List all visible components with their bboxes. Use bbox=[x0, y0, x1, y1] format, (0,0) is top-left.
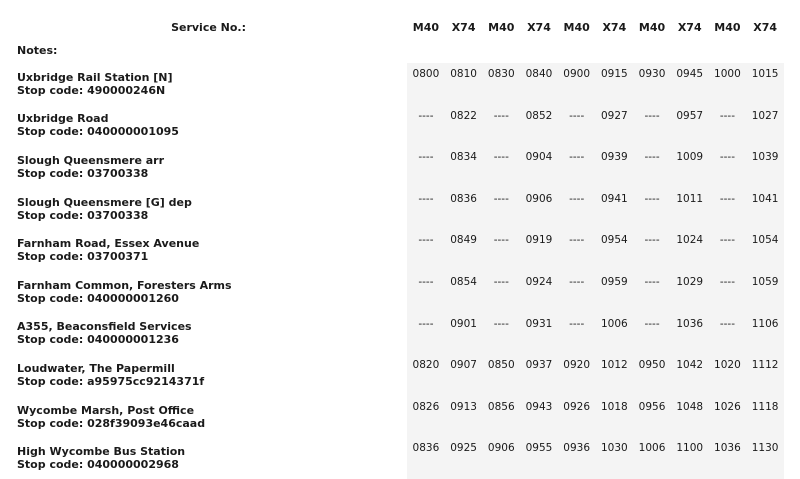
departure-time: 0849 bbox=[445, 229, 483, 271]
stop-code: Stop code: 03700338 bbox=[17, 166, 149, 180]
departure-time: 0900 bbox=[558, 63, 596, 105]
stop-code: Stop code: 490000246N bbox=[17, 83, 166, 97]
stop-code: Stop code: 040000001236 bbox=[17, 333, 179, 347]
stop-name: Loudwater, The Papermill bbox=[17, 361, 175, 375]
departure-time: 0945 bbox=[671, 63, 709, 105]
stop-row bbox=[10, 188, 784, 230]
departure-time: 0956 bbox=[633, 396, 671, 438]
departure-time: ---- bbox=[482, 105, 520, 147]
departure-time: 1000 bbox=[709, 63, 747, 105]
service-number: X74 bbox=[527, 20, 551, 34]
departure-time: 0906 bbox=[482, 437, 520, 479]
departure-time: 0915 bbox=[596, 63, 634, 105]
departure-time: 1030 bbox=[596, 437, 634, 479]
departure-time: 0941 bbox=[596, 188, 634, 230]
departure-time: ---- bbox=[558, 313, 596, 355]
departure-time: 0926 bbox=[558, 396, 596, 438]
stop-code: Stop code: 03700338 bbox=[17, 208, 149, 222]
departure-time: ---- bbox=[633, 313, 671, 355]
stop-label bbox=[10, 354, 407, 396]
departure-time: 1039 bbox=[746, 146, 784, 188]
departure-time: 0939 bbox=[596, 146, 634, 188]
departure-time: 0959 bbox=[596, 271, 634, 313]
departure-time: ---- bbox=[633, 105, 671, 147]
stop-label bbox=[10, 229, 407, 271]
stop-row bbox=[10, 437, 784, 479]
stop-label bbox=[10, 271, 407, 313]
stop-row bbox=[10, 313, 784, 355]
departure-time: ---- bbox=[407, 313, 445, 355]
stop-label bbox=[10, 437, 407, 479]
departure-time: ---- bbox=[482, 271, 520, 313]
departure-time: ---- bbox=[482, 146, 520, 188]
departure-time: 0937 bbox=[520, 354, 558, 396]
stop-name: Slough Queensmere arr bbox=[17, 153, 165, 167]
service-number: X74 bbox=[677, 20, 702, 34]
departure-time: 0836 bbox=[407, 437, 445, 479]
departure-time: 0836 bbox=[445, 188, 483, 230]
stop-code: Stop code: 040000001095 bbox=[17, 125, 179, 139]
departure-time: 1029 bbox=[671, 271, 709, 313]
service-number: X74 bbox=[451, 20, 476, 34]
departure-time: ---- bbox=[407, 146, 445, 188]
departure-time: 1024 bbox=[671, 229, 709, 271]
stop-name: A355, Beaconsfield Services bbox=[17, 320, 192, 334]
departure-time: ---- bbox=[407, 271, 445, 313]
stop-name: Farnham Common, Foresters Arms bbox=[17, 278, 232, 292]
departure-time: 0955 bbox=[520, 437, 558, 479]
departure-time: 0822 bbox=[445, 105, 483, 147]
stop-row bbox=[10, 146, 784, 188]
stop-name: High Wycombe Bus Station bbox=[17, 445, 186, 459]
stop-label bbox=[10, 63, 407, 105]
departure-time: ---- bbox=[558, 105, 596, 147]
departure-time: 1059 bbox=[746, 271, 784, 313]
service-number-label: Service No.: bbox=[171, 20, 246, 34]
departure-time: 0854 bbox=[445, 271, 483, 313]
departure-time: 1020 bbox=[709, 354, 747, 396]
service-number: X74 bbox=[602, 20, 627, 34]
departure-time: 0919 bbox=[520, 229, 558, 271]
departure-time: ---- bbox=[558, 188, 596, 230]
departure-time: 1054 bbox=[746, 229, 784, 271]
departure-time: 1006 bbox=[633, 437, 671, 479]
notes-row bbox=[10, 44, 784, 63]
departure-time: 1015 bbox=[746, 63, 784, 105]
departure-time: ---- bbox=[482, 229, 520, 271]
departure-time: 0904 bbox=[520, 146, 558, 188]
departure-time: 0840 bbox=[520, 63, 558, 105]
stop-code: Stop code: 03700371 bbox=[17, 250, 149, 264]
service-number: X74 bbox=[753, 20, 778, 34]
departure-time: 1026 bbox=[709, 396, 747, 438]
stop-row bbox=[10, 229, 784, 271]
departure-time: ---- bbox=[709, 146, 747, 188]
stop-row bbox=[10, 63, 784, 105]
stop-name: Slough Queensmere [G] dep bbox=[17, 195, 192, 209]
departure-time: 1106 bbox=[746, 313, 784, 355]
departure-time: 0820 bbox=[407, 354, 445, 396]
departure-time: ---- bbox=[709, 313, 747, 355]
departure-time: 0920 bbox=[558, 354, 596, 396]
departure-time: 1048 bbox=[671, 396, 709, 438]
departure-time: 1018 bbox=[596, 396, 634, 438]
stop-label bbox=[10, 188, 407, 230]
departure-time: ---- bbox=[558, 229, 596, 271]
stop-label bbox=[10, 396, 407, 438]
departure-time: ---- bbox=[709, 271, 747, 313]
departure-time: 0852 bbox=[520, 105, 558, 147]
service-number: M40 bbox=[638, 20, 666, 34]
departure-time: ---- bbox=[709, 229, 747, 271]
stop-row bbox=[10, 105, 784, 147]
departure-time: ---- bbox=[709, 105, 747, 147]
stop-label bbox=[10, 146, 407, 188]
departure-time: ---- bbox=[709, 188, 747, 230]
service-number: M40 bbox=[563, 20, 590, 34]
service-header-row bbox=[10, 10, 784, 44]
departure-time: 1006 bbox=[596, 313, 634, 355]
departure-time: 0924 bbox=[520, 271, 558, 313]
departure-time: 0950 bbox=[633, 354, 671, 396]
timetable bbox=[10, 10, 784, 479]
stop-code: Stop code: a95975cc9214371f bbox=[17, 374, 205, 388]
stop-label bbox=[10, 105, 407, 147]
departure-time: 0901 bbox=[445, 313, 483, 355]
departure-time: 0810 bbox=[445, 63, 483, 105]
departure-time: 0856 bbox=[482, 396, 520, 438]
departure-time: 0850 bbox=[482, 354, 520, 396]
stop-row bbox=[10, 396, 784, 438]
departure-time: 1130 bbox=[746, 437, 784, 479]
stop-name: Farnham Road, Essex Avenue bbox=[17, 237, 200, 251]
departure-time: 1027 bbox=[746, 105, 784, 147]
departure-time: 1036 bbox=[671, 313, 709, 355]
departure-time: ---- bbox=[407, 188, 445, 230]
departure-time: 1009 bbox=[671, 146, 709, 188]
departure-time: ---- bbox=[633, 229, 671, 271]
stop-code: Stop code: 040000001260 bbox=[17, 291, 179, 305]
departure-time: 1011 bbox=[671, 188, 709, 230]
stop-name: Uxbridge Road bbox=[17, 112, 109, 126]
departure-time: ---- bbox=[633, 271, 671, 313]
departure-time: 1042 bbox=[671, 354, 709, 396]
stop-label bbox=[10, 313, 407, 355]
departure-time: ---- bbox=[407, 105, 445, 147]
departure-time: 0957 bbox=[671, 105, 709, 147]
departure-time: 1118 bbox=[746, 396, 784, 438]
departure-time: 0907 bbox=[445, 354, 483, 396]
departure-time: 0925 bbox=[445, 437, 483, 479]
departure-time: 0927 bbox=[596, 105, 634, 147]
departure-time: ---- bbox=[633, 146, 671, 188]
departure-time: 0913 bbox=[445, 396, 483, 438]
departure-time: 1100 bbox=[671, 437, 709, 479]
departure-time: 1041 bbox=[746, 188, 784, 230]
departure-time: ---- bbox=[558, 271, 596, 313]
departure-time: 0834 bbox=[445, 146, 483, 188]
stop-name: Uxbridge Rail Station [N] bbox=[17, 70, 173, 84]
departure-time: 0800 bbox=[407, 63, 445, 105]
stop-code: Stop code: 040000002968 bbox=[17, 458, 179, 472]
departure-time: ---- bbox=[558, 146, 596, 188]
stop-row bbox=[10, 354, 784, 396]
departure-time: 1036 bbox=[709, 437, 747, 479]
departure-time: 1012 bbox=[596, 354, 634, 396]
service-number: M40 bbox=[714, 20, 741, 34]
departure-time: ---- bbox=[633, 188, 671, 230]
departure-time: 0943 bbox=[520, 396, 558, 438]
departure-time: 0930 bbox=[633, 63, 671, 105]
departure-time: ---- bbox=[407, 229, 445, 271]
departure-time: 0826 bbox=[407, 396, 445, 438]
service-number: M40 bbox=[488, 20, 515, 34]
departure-time: ---- bbox=[482, 313, 520, 355]
service-number: M40 bbox=[412, 20, 440, 34]
departure-time: 0936 bbox=[558, 437, 596, 479]
stop-code: Stop code: 028f39093e46caad bbox=[17, 416, 206, 430]
notes-label: Notes: bbox=[17, 44, 58, 57]
departure-time: 1112 bbox=[746, 354, 784, 396]
stop-row bbox=[10, 271, 784, 313]
departure-time: 0906 bbox=[520, 188, 558, 230]
departure-time: 0931 bbox=[520, 313, 558, 355]
departure-time: 0830 bbox=[482, 63, 520, 105]
stop-name: Wycombe Marsh, Post Office bbox=[17, 403, 195, 417]
departure-time: ---- bbox=[482, 188, 520, 230]
departure-time: 0954 bbox=[596, 229, 634, 271]
